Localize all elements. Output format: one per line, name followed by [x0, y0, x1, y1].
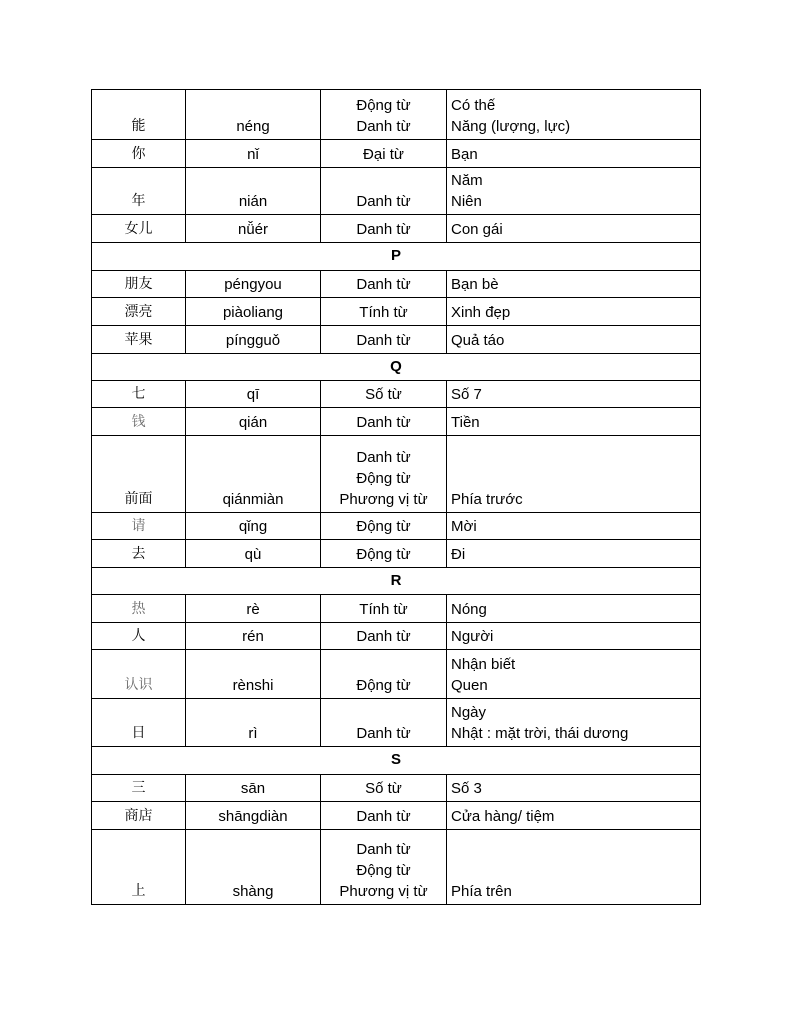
pinyin-cell: néng — [186, 90, 321, 140]
pinyin-cell: rè — [186, 595, 321, 623]
part-of-speech-cell — [321, 408, 447, 436]
meaning-cell — [447, 381, 701, 408]
part-of-speech-cell — [321, 381, 447, 408]
hanzi-cell: 请 — [92, 513, 186, 540]
part-of-speech-cell — [321, 775, 447, 802]
meaning-cell — [447, 830, 701, 905]
pinyin-cell: piàoliang — [186, 298, 321, 326]
part-of-speech-cell — [321, 802, 447, 830]
meaning-cell — [447, 168, 701, 215]
meaning-line: Bạn bè — [451, 276, 499, 293]
part-of-speech: Động từ — [356, 862, 411, 879]
part-of-speech-cell — [321, 436, 447, 513]
section-letter: R — [92, 568, 701, 595]
part-of-speech-cell — [321, 699, 447, 747]
pinyin-cell: nǚér — [186, 215, 321, 243]
part-of-speech: Số từ — [365, 780, 402, 797]
meaning-cell — [447, 513, 701, 540]
table-row — [92, 326, 701, 354]
hanzi-cell: 能 — [92, 90, 186, 140]
meaning-line: Nhận biết — [451, 656, 516, 673]
part-of-speech: Phương vị từ — [339, 883, 428, 900]
section-header-row — [92, 354, 701, 381]
part-of-speech: Danh từ — [356, 628, 411, 645]
meaning-cell — [447, 650, 701, 699]
pinyin-cell: qī — [186, 381, 321, 408]
section-header-row — [92, 243, 701, 271]
table-row — [92, 408, 701, 436]
pinyin-cell: qián — [186, 408, 321, 436]
part-of-speech: Đại từ — [363, 146, 404, 163]
hanzi-cell: 前面 — [92, 436, 186, 513]
hanzi-cell: 人 — [92, 623, 186, 650]
section-letter: P — [92, 243, 701, 271]
pinyin-cell: qǐng — [186, 513, 321, 540]
pinyin-cell: qù — [186, 540, 321, 568]
table-row — [92, 699, 701, 747]
meaning-cell — [447, 436, 701, 513]
table-row — [92, 830, 701, 905]
meaning-line: Quả táo — [451, 332, 505, 349]
part-of-speech: Danh từ — [356, 118, 411, 135]
pinyin-cell: qiánmiàn — [186, 436, 321, 513]
table-row — [92, 513, 701, 540]
hanzi-cell: 苹果 — [92, 326, 186, 354]
hanzi-cell: 漂亮 — [92, 298, 186, 326]
table-row — [92, 540, 701, 568]
pinyin-cell: shāngdiàn — [186, 802, 321, 830]
part-of-speech: Tính từ — [359, 304, 408, 321]
hanzi-cell: 三 — [92, 775, 186, 802]
hanzi-cell: 年 — [92, 168, 186, 215]
part-of-speech-cell — [321, 90, 447, 140]
meaning-line: Năm — [451, 172, 483, 189]
table-row — [92, 436, 701, 513]
hanzi-cell: 你 — [92, 140, 186, 168]
meaning-cell — [447, 699, 701, 747]
meaning-cell — [447, 90, 701, 140]
vocabulary-table — [91, 89, 701, 905]
meaning-cell — [447, 326, 701, 354]
part-of-speech: Danh từ — [356, 193, 411, 210]
hanzi-cell: 上 — [92, 830, 186, 905]
hanzi-cell: 去 — [92, 540, 186, 568]
pinyin-cell: nián — [186, 168, 321, 215]
part-of-speech-cell — [321, 168, 447, 215]
meaning-line: Nhật : mặt trời, thái dương — [451, 725, 629, 742]
hanzi-cell: 钱 — [92, 408, 186, 436]
hanzi-cell: 日 — [92, 699, 186, 747]
pinyin-cell: shàng — [186, 830, 321, 905]
table-row — [92, 140, 701, 168]
meaning-cell — [447, 140, 701, 168]
meaning-cell — [447, 540, 701, 568]
pinyin-cell: píngguǒ — [186, 326, 321, 354]
part-of-speech: Tính từ — [359, 601, 408, 618]
meaning-line: Ngày — [451, 704, 487, 721]
hanzi-cell: 女儿 — [92, 215, 186, 243]
meaning-cell — [447, 802, 701, 830]
part-of-speech-cell — [321, 326, 447, 354]
part-of-speech: Phương vị từ — [339, 491, 428, 508]
table-row — [92, 650, 701, 699]
pinyin-cell: nǐ — [186, 140, 321, 168]
part-of-speech: Động từ — [356, 518, 411, 535]
meaning-line: Phía trên — [451, 883, 512, 900]
table-row — [92, 298, 701, 326]
hanzi-cell: 商店 — [92, 802, 186, 830]
meaning-cell — [447, 408, 701, 436]
part-of-speech: Danh từ — [356, 841, 411, 858]
part-of-speech-cell — [321, 513, 447, 540]
section-letter: Q — [92, 354, 701, 381]
meaning-line: Tiền — [451, 414, 480, 431]
vocabulary-table-body — [92, 90, 701, 905]
part-of-speech: Danh từ — [356, 332, 411, 349]
part-of-speech-cell — [321, 650, 447, 699]
meaning-line: Niên — [451, 193, 482, 210]
part-of-speech-cell — [321, 140, 447, 168]
part-of-speech: Danh từ — [356, 414, 411, 431]
hanzi-cell: 认识 — [92, 650, 186, 699]
meaning-line: Số 7 — [451, 386, 482, 403]
table-row — [92, 775, 701, 802]
table-row — [92, 215, 701, 243]
meaning-line: Phía trước — [451, 491, 523, 508]
section-header-row — [92, 568, 701, 595]
part-of-speech-cell — [321, 298, 447, 326]
section-header-row — [92, 747, 701, 775]
section-letter: S — [92, 747, 701, 775]
meaning-line: Mời — [451, 518, 477, 535]
table-row — [92, 90, 701, 140]
part-of-speech: Động từ — [356, 470, 411, 487]
meaning-cell — [447, 775, 701, 802]
part-of-speech: Danh từ — [356, 276, 411, 293]
meaning-line: Năng (lượng, lực) — [451, 118, 571, 135]
meaning-line: Xinh đẹp — [451, 304, 511, 321]
meaning-cell — [447, 298, 701, 326]
part-of-speech: Danh từ — [356, 725, 411, 742]
part-of-speech: Danh từ — [356, 221, 411, 238]
table-row — [92, 381, 701, 408]
part-of-speech-cell — [321, 830, 447, 905]
hanzi-cell: 七 — [92, 381, 186, 408]
table-row — [92, 595, 701, 623]
part-of-speech: Danh từ — [356, 808, 411, 825]
pinyin-cell: péngyou — [186, 271, 321, 298]
part-of-speech-cell — [321, 215, 447, 243]
part-of-speech-cell — [321, 271, 447, 298]
part-of-speech-cell — [321, 540, 447, 568]
part-of-speech-cell — [321, 595, 447, 623]
table-row — [92, 802, 701, 830]
meaning-line: Có thế — [451, 97, 496, 114]
meaning-line: Nóng — [451, 601, 487, 618]
meaning-line: Đi — [451, 546, 466, 563]
pinyin-cell: rì — [186, 699, 321, 747]
table-row — [92, 623, 701, 650]
meaning-cell — [447, 623, 701, 650]
part-of-speech: Động từ — [356, 546, 411, 563]
meaning-cell — [447, 215, 701, 243]
part-of-speech-cell — [321, 623, 447, 650]
hanzi-cell: 热 — [92, 595, 186, 623]
meaning-cell — [447, 595, 701, 623]
pinyin-cell: sān — [186, 775, 321, 802]
part-of-speech: Động từ — [356, 97, 411, 114]
meaning-line: Con gái — [451, 221, 503, 238]
part-of-speech: Động từ — [356, 677, 411, 694]
meaning-line: Người — [451, 628, 494, 645]
meaning-line: Quen — [451, 677, 488, 694]
part-of-speech: Danh từ — [356, 449, 411, 466]
pinyin-cell: rènshi — [186, 650, 321, 699]
meaning-line: Số 3 — [451, 780, 482, 797]
part-of-speech: Số từ — [365, 386, 402, 403]
pinyin-cell: rén — [186, 623, 321, 650]
meaning-line: Cửa hàng/ tiệm — [451, 808, 555, 825]
table-row — [92, 168, 701, 215]
meaning-cell — [447, 271, 701, 298]
hanzi-cell: 朋友 — [92, 271, 186, 298]
meaning-line: Bạn — [451, 146, 478, 163]
table-row — [92, 271, 701, 298]
